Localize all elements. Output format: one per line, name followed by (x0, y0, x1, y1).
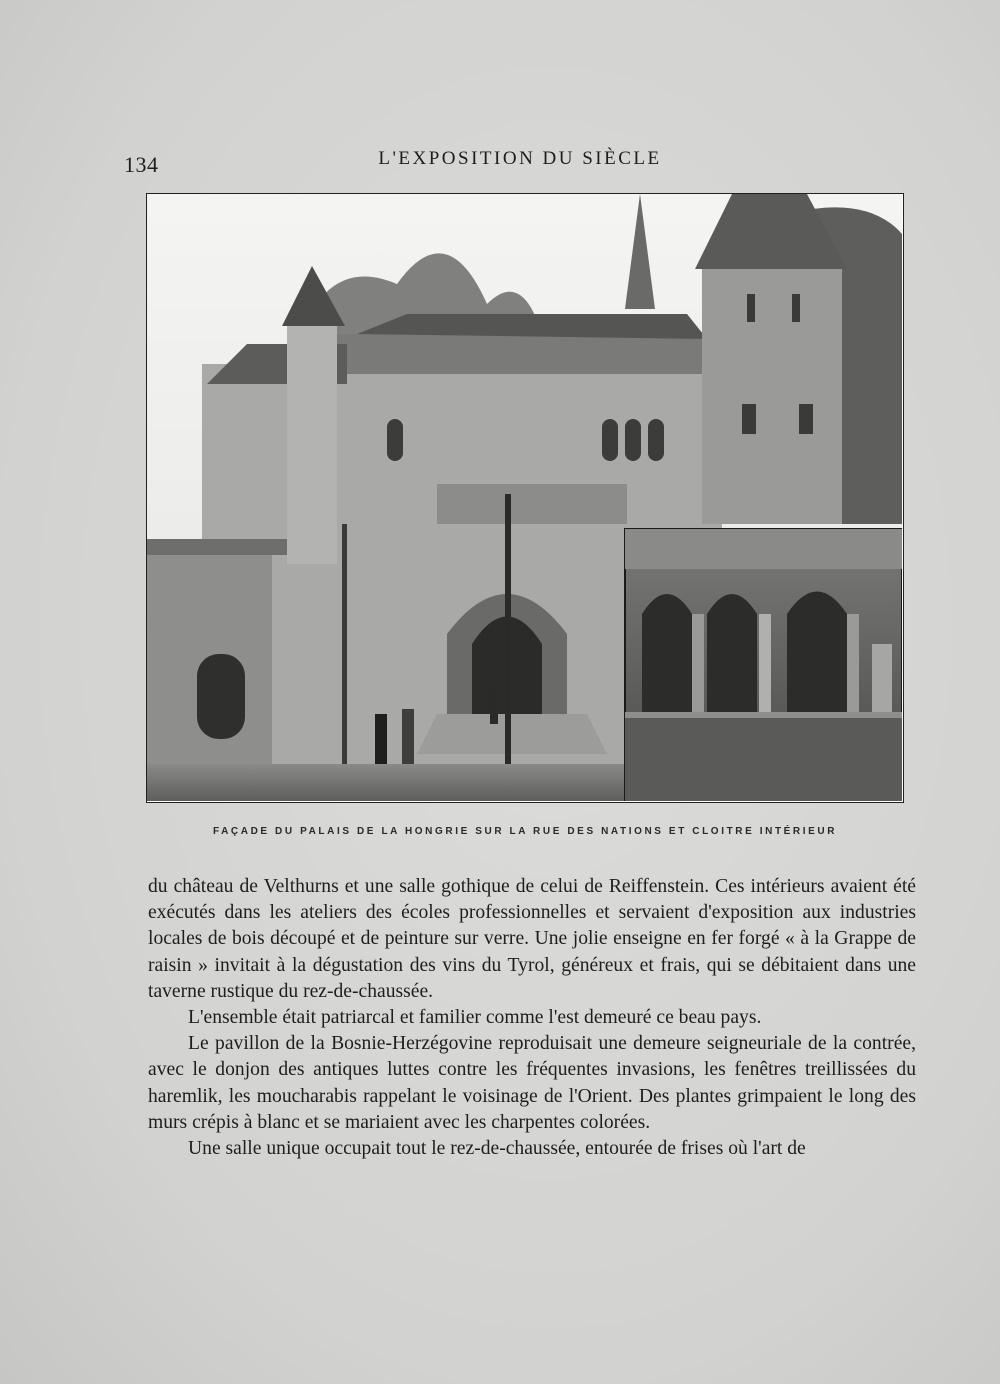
paragraph: du château de Velthurns et une salle gothique de celui de Reiffenstein. Ces intérieurs avaient été exécutés dans les ateliers des écoles professionnelles et servaient d'exposition aux industries locales de bois découpé et de peinture sur verre. Une jolie enseigne en fer forgé « à la Grappe de raisin » invitait à la dégustation des vins du Tyrol, généreux et frais, qui se débitaient dans une taverne rustique du rez-de-chaussée. (148, 876, 916, 1002)
page-number: 134 (124, 152, 159, 177)
running-head: L'EXPOSITION DU SIÈCLE (378, 148, 662, 169)
paragraph: L'ensemble était patriarcal et familier comme l'est demeuré ce beau pays. (188, 1007, 762, 1029)
plate-caption: FAÇADE DU PALAIS DE LA HONGRIE SUR LA RUE DES NATIONS ET CLOITRE INTÉRIEUR (212, 826, 838, 837)
paragraph: Le pavillon de la Bosnie-Herzégovine reproduisait une demeure seigneuriale de la contrée, avec le donjon des antiques luttes contre les fréquentes invasions, les fenêtres treillissées du haremlik, les moucharabis rappelant le voisinage de l'Orient. Des plantes grimpaient le long des murs crépis à blanc et se mariaient avec les charpentes colorées. (148, 1033, 916, 1133)
photo-plate (146, 193, 904, 803)
inset-photograph (625, 529, 902, 801)
body-text (148, 874, 916, 1162)
paragraph: Une salle unique occupait tout le rez-de-chaussée, entourée de frises où l'art de (188, 1138, 806, 1160)
